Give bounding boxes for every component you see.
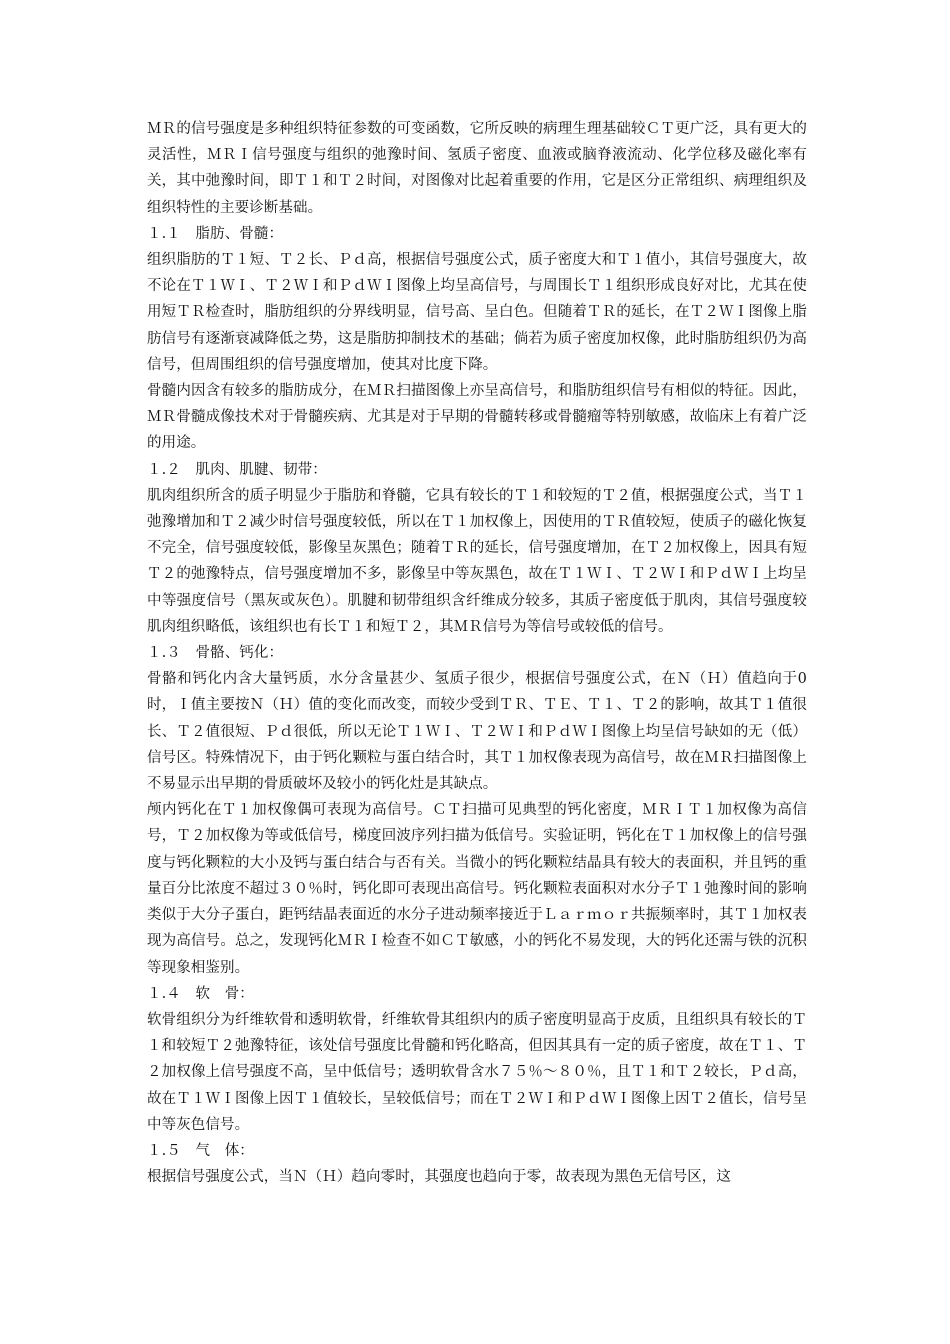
section-heading-fat-marrow: １.１ 脂肪、骨髓： [147,225,284,242]
section-heading-muscle: １.２ 肌肉、肌腱、韧带： [147,461,327,478]
paragraph-muscle: 肌肉组织所含的质子明显少于脂肪和脊髓，它具有较长的Ｔ１和较短的Ｔ２值，根据强度公式，当Ｔ１弛豫增加和Ｔ２减少时信号强度较低，所以在Ｔ１加权像上，因使用的ＴＲ值较短，使质子的磁化恢复不完全，信号强度较低，影像呈灰黑色；随着ＴＲ的延长，信号强度增加，在Ｔ２加权像上，因具有短Ｔ２的弛豫特点，信号强度增加不多，影像呈中等灰黑色，故在Ｔ１ＷＩ、Ｔ２ＷＩ和ＰｄＷＩ上均呈中等强度信号（黑灰或灰色）。肌腱和韧带组织含纤维成分较多，其质子密度低于肌肉，其信号强度较肌肉组织略低，该组织也有长Ｔ１和短Ｔ２，其ＭＲ信号为等信号或较低的信号。 [147,487,807,635]
paragraph-marrow: 骨髓内因含有较多的脂肪成分，在ＭＲ扫描图像上亦呈高信号，和脂肪组织信号有相似的特征。因此，ＭＲ骨髓成像技术对于骨髓疾病、尤其是对于早期的骨髓转移或骨髓瘤等特别敏感，故临床上有着广泛的用途。 [147,383,807,452]
document-body [147,116,807,1190]
intro-paragraph: ＭＲ的信号强度是多种组织特征参数的可变函数，它所反映的病理生理基础较ＣＴ更广泛，具有更大的灵活性，ＭＲＩ信号强度与组织的弛豫时间、氢质子密度、血液或脑脊液流动、化学位移及磁化率有关，其中弛豫时间，即Ｔ１和Ｔ２时间，对图像对比起着重要的作用，它是区分正常组织、病理组织及组织特性的主要诊断基础。 [147,121,807,216]
section-heading-gas: １.５ 气 体： [147,1142,254,1159]
section-heading-bone-calcification: １.３ 骨骼、钙化： [147,645,284,662]
paragraph-fat: 组织脂肪的Ｔ１短、Ｔ２长、Ｐｄ高，根据信号强度公式，质子密度大和Ｔ１值小，其信号强度大，故不论在Ｔ１ＷＩ、Ｔ２ＷＩ和ＰｄＷＩ图像上均呈高信号，与周围长Ｔ１组织形成良好对比，尤其在使用短ＴＲ检查时，脂肪组织的分界线明显，信号高、呈白色。但随着ＴＲ的延长，在Ｔ２ＷＩ图像上脂肪信号有逐渐衰减降低之势，这是脂肪抑制技术的基础；倘若为质子密度加权像，此时脂肪组织仍为高信号，但周围组织的信号强度增加，使其对比度下降。 [147,252,807,373]
paragraph-gas: 根据信号强度公式，当Ｎ（Ｈ）趋向零时，其强度也趋向于零，故表现为黑色无信号区，这 [147,1169,731,1186]
paragraph-intracranial-calcification: 颅内钙化在Ｔ１加权像偶可表现为高信号。ＣＴ扫描可见典型的钙化密度，ＭＲＩＴ１加权像为高信号，Ｔ２加权像为等或低信号，梯度回波序列扫描为低信号。实验证明，钙化在Ｔ１加权像上的信号强度与钙化颗粒的大小及钙与蛋白结合与否有关。当微小的钙化颗粒结晶具有较大的表面积，并且钙的重量百分比浓度不超过３０％时，钙化即可表现出高信号。钙化颗粒表面积对水分子Ｔ１弛豫时间的影响类似于大分子蛋白，距钙结晶表面近的水分子进动频率接近于Ｌａｒｍｏｒ共振频率时，其Ｔ１加权表现为高信号。总之，发现钙化ＭＲＩ检查不如ＣＴ敏感，小的钙化不易发现，大的钙化还需与铁的沉积等现象相鉴别。 [147,802,807,976]
paragraph-cartilage: 软骨组织分为纤维软骨和透明软骨，纤维软骨其组织内的质子密度明显高于皮质，且组织具有较长的Ｔ１和较短Ｔ２弛豫特征，该处信号强度比骨髓和钙化略高，但因其具有一定的质子密度，故在Ｔ１、Ｔ２加权像上信号强度不高，呈中低信号；透明软骨含水７５％～８０％，且Ｔ１和Ｔ２较长，Ｐｄ高，故在Ｔ１ＷＩ图像上因Ｔ１值较长，呈较低信号；而在Ｔ２ＷＩ和ＰｄＷＩ图像上因Ｔ２值长，信号呈中等灰色信号。 [147,1011,807,1133]
section-heading-cartilage: １.４ 软 骨： [147,985,254,1002]
paragraph-bone: 骨骼和钙化内含大量钙质，水分含量甚少、氢质子很少，根据信号强度公式，在Ｎ（Ｈ）值趋向于0时，Ｉ值主要按Ｎ（Ｈ）值的变化而改变，而较少受到ＴＲ、ＴＥ、Ｔ１、Ｔ２的影响，故其Ｔ１值很长、Ｔ２值很短、Ｐｄ很低，所以无论Ｔ１ＷＩ、Ｔ２ＷＩ和ＰｄＷＩ图像上均呈信号缺如的无（低）信号区。特殊情况下，由于钙化颗粒与蛋白结合时，其Ｔ１加权像表现为高信号，故在ＭＲ扫描图像上不易显示出早期的骨质破坏及较小的钙化灶是其缺点。 [147,671,807,793]
